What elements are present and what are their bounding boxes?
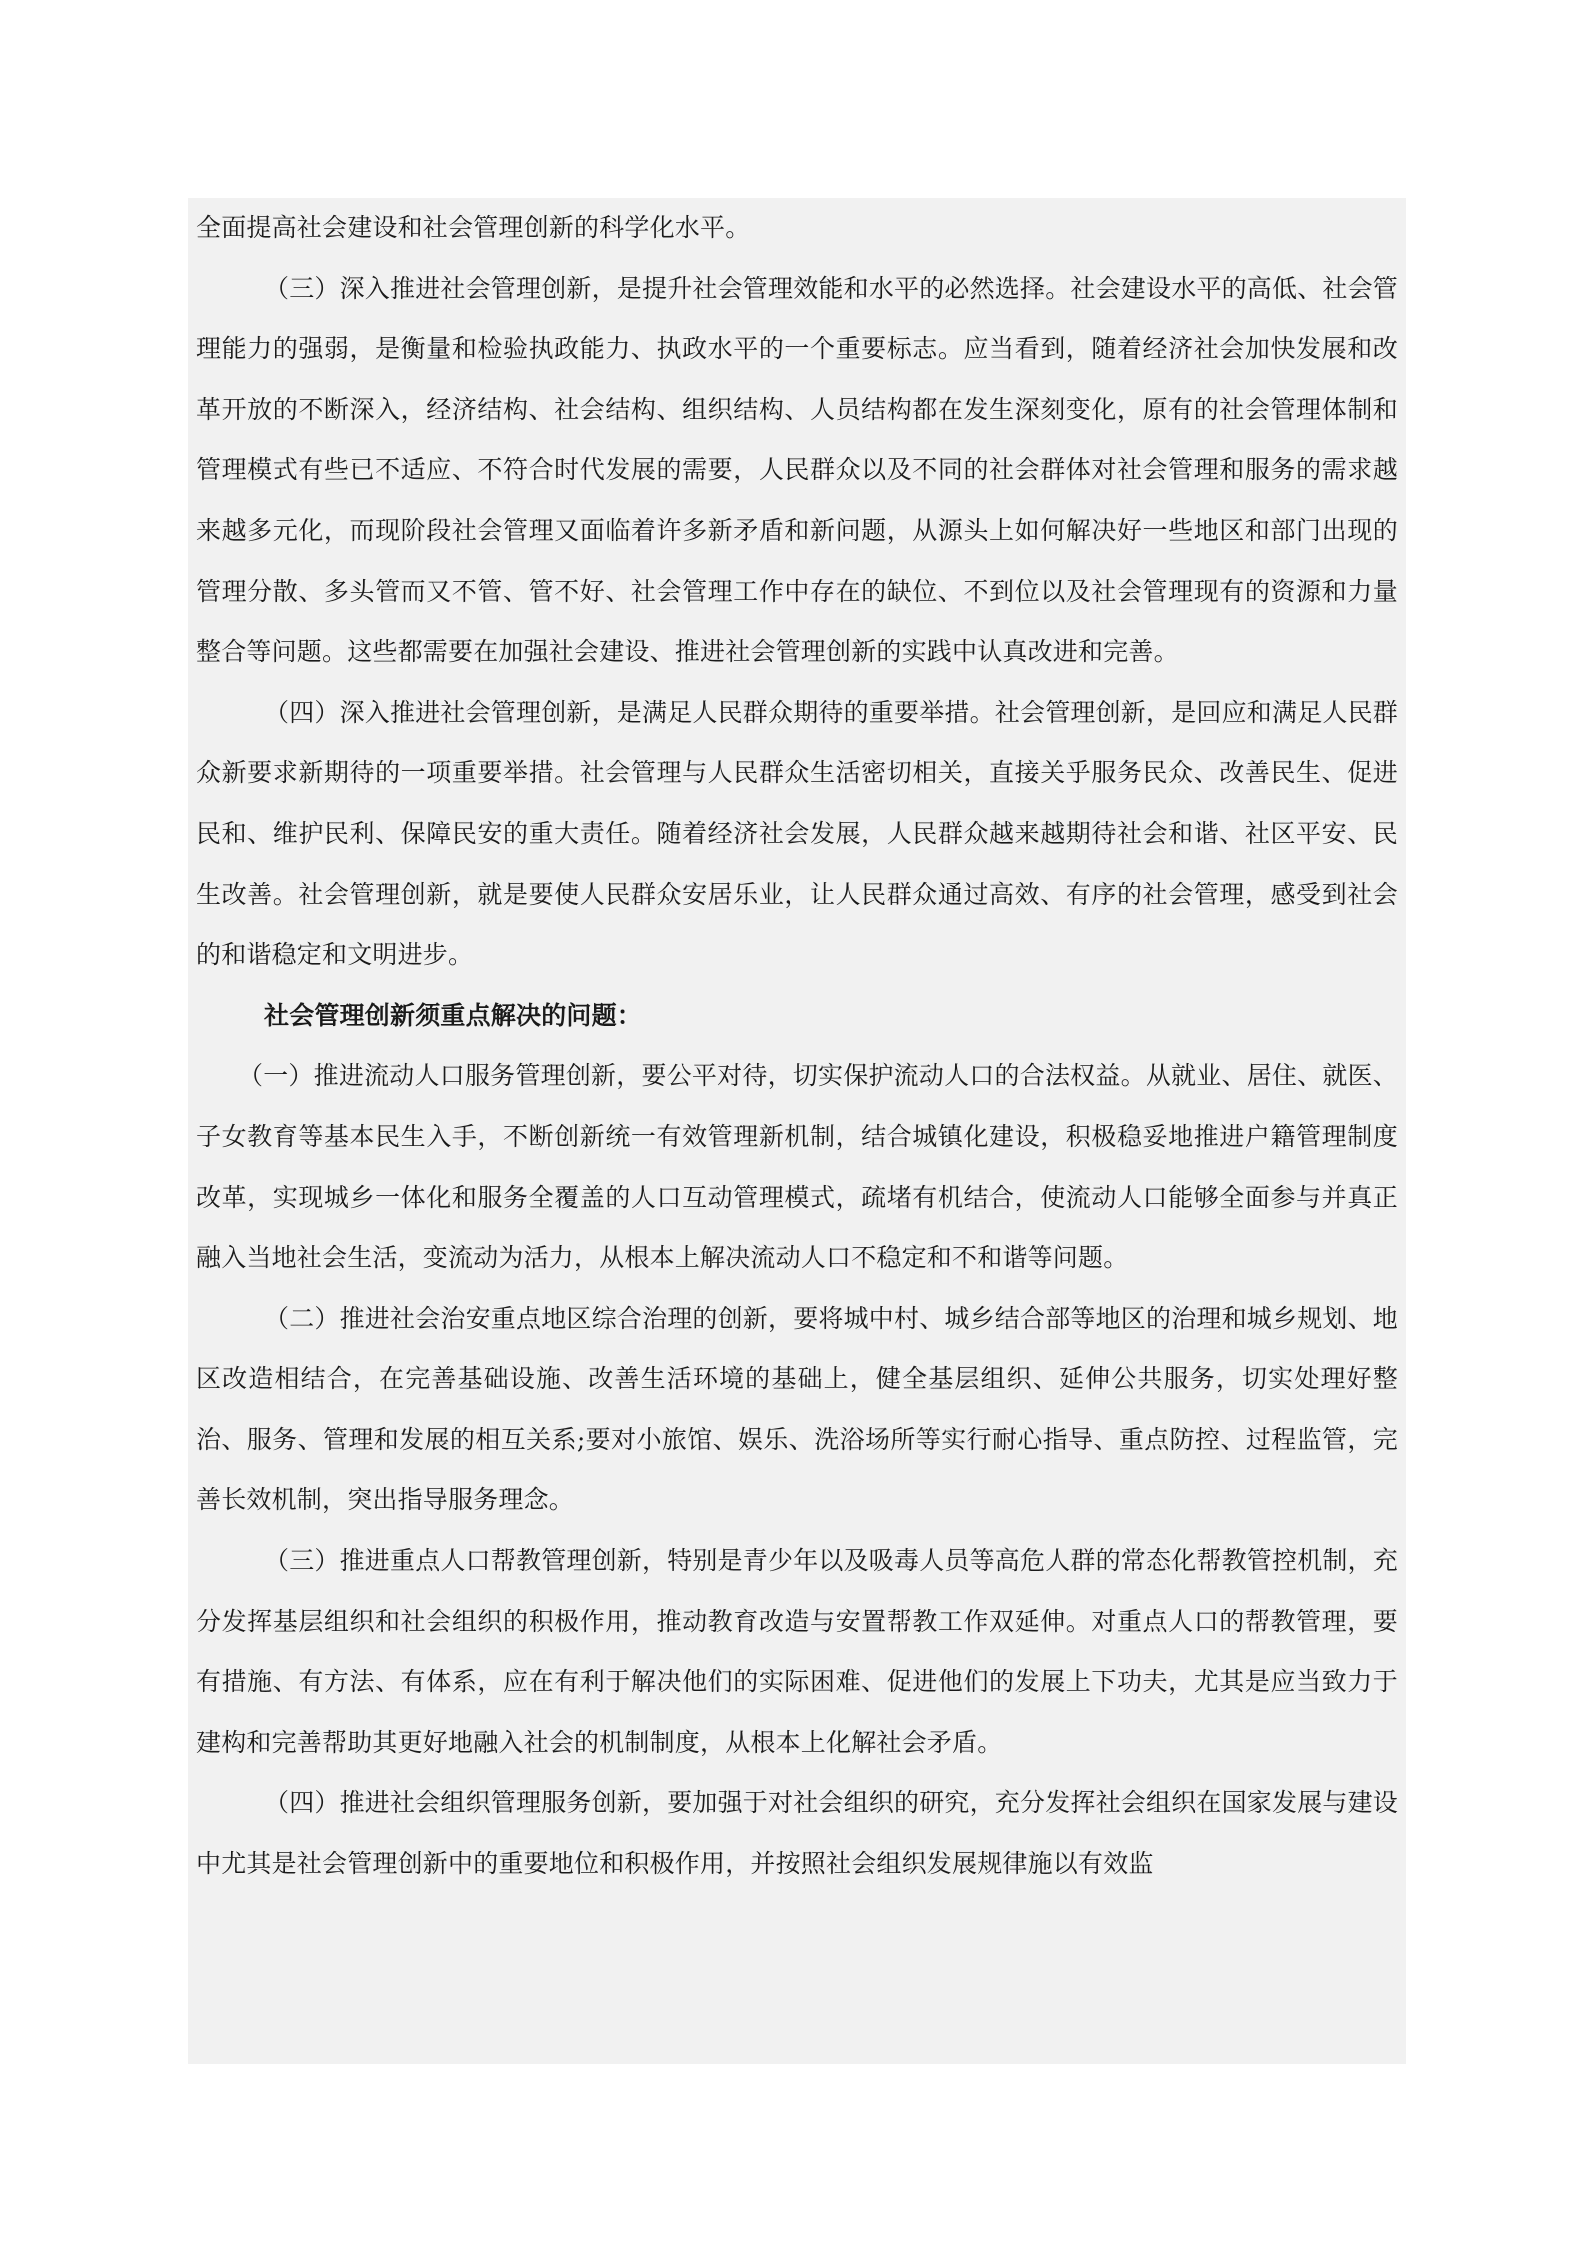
paragraph-point-4: （四）深入推进社会管理创新，是满足人民群众期待的重要举措。社会管理创新，是回应和满足人民群众新要求新期待的一项重要举措。社会管理与人民群众生活密切相关，直接关乎服务民众、改善民生、促进民和、维护民利、保障民安的重大责任。随着经济社会发展，人民群众越来越期待社会和谐、社区平安、民生改善。社会管理创新，就是要使人民群众安居乐业，让人民群众通过高效、有序的社会管理，感受到社会的和谐稳定和文明进步。 (196, 697, 1399, 970)
paragraph-issue-1: （一）推进流动人口服务管理创新，要公平对待，切实保护流动人口的合法权益。从就业、居住、就医、子女教育等基本民生入手，不断创新统一有效管理新机制，结合城镇化建设，积极稳妥地推进户籍管理制度改革，实现城乡一体化和服务全覆盖的人口互动管理模式，疏堵有机结合，使流动人口能够全面参与并真正融入当地社会生活，变流动为活力，从根本上解决流动人口不稳定和不和谐等问题。 (196, 1061, 1398, 1273)
document-text-block (188, 198, 1406, 2064)
paragraph-point-3: （三）深入推进社会管理创新，是提升社会管理效能和水平的必然选择。社会建设水平的高低、社会管理能力的强弱，是衡量和检验执政能力、执政水平的一个重要标志。应当看到，随着经济社会加快发展和改革开放的不断深入，经济结构、社会结构、组织结构、人员结构都在发生深刻变化，原有的社会管理体制和管理模式有些已不适应、不符合时代发展的需要，人民群众以及不同的社会群体对社会管理和服务的需求越来越多元化，而现阶段社会管理又面临着许多新矛盾和新问题，从源头上如何解决好一些地区和部门出现的管理分散、多头管而又不管、管不好、社会管理工作中存在的缺位、不到位以及社会管理现有的资源和力量整合等问题。这些都需要在加强社会建设、推进社会管理创新的实践中认真改进和完善。 (196, 273, 1399, 667)
section-heading: 社会管理创新须重点解决的问题： (264, 1000, 643, 1030)
paragraph-issue-3: （三）推进重点人口帮教管理创新，特别是青少年以及吸毒人员等高危人群的常态化帮教管控机制，充分发挥基层组织和社会组织的积极作用，推动教育改造与安置帮教工作双延伸。对重点人口的帮教管理，要有措施、有方法、有体系，应在有利于解决他们的实际困难、促进他们的发展上下功夫，尤其是应当致力于建构和完善帮助其更好地融入社会的机制制度，从根本上化解社会矛盾。 (196, 1546, 1399, 1757)
paragraph-continuation: 全面提高社会建设和社会管理创新的科学化水平。 (196, 213, 751, 242)
paragraph-issue-4: （四）推进社会组织管理服务创新，要加强于对社会组织的研究，充分发挥社会组织在国家发展与建设中尤其是社会管理创新中的重要地位和积极作用，并按照社会组织发展规律施以有效监 (196, 1788, 1399, 1879)
paragraph-issue-2: （二）推进社会治安重点地区综合治理的创新，要将城中村、城乡结合部等地区的治理和城乡规划、地区改造相结合，在完善基础设施、改善生活环境的基础上，健全基层组织、延伸公共服务，切实处理好整治、服务、管理和发展的相互关系;要对小旅馆、娱乐、洗浴场所等实行耐心指导、重点防控、过程监管，完善长效机制，突出指导服务理念。 (196, 1303, 1399, 1515)
